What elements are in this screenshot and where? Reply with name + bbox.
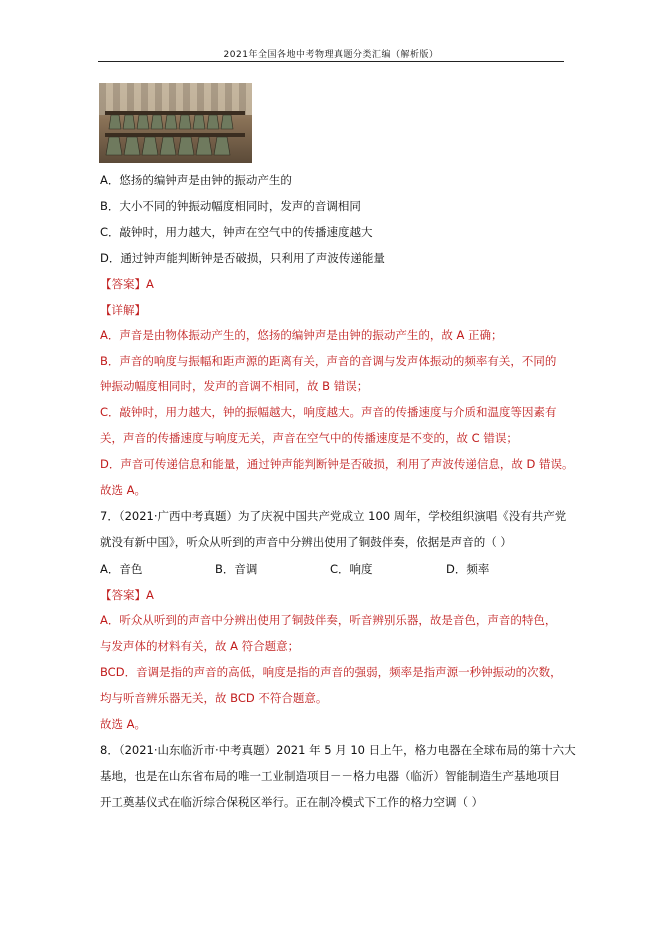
q6-analysis-line: 钟振动幅度相同时，发声的音调不相同，故 B 错误； [100,379,369,393]
q7-option-a: A．音色 [100,562,143,576]
q6-analysis-line: 关，声音的传播速度与响度无关，声音在空气中的传播速度是不变的，故 C 错误； [100,431,518,445]
q7-conclusion: 故选 A。 [100,717,147,731]
q6-analysis-line: B．声音的响度与振幅和距声源的距离有关，声音的音调与发声体振动的频率有关，不同的 [100,354,557,368]
page-header-title: 2021年全国各地中考物理真题分类汇编（解析版） [223,50,439,60]
q7-analysis-line: A．听众从听到的声音中分辨出使用了铜鼓伴奏，听音辨别乐器，故是音色，声音的特色， [100,613,557,627]
q6-analysis-line: C．敲钟时，用力越大，钟的振幅越大，响度越大。声音的传播速度与介质和温度等因素有 [100,405,557,419]
q6-option-a: A．悠扬的编钟声是由钟的振动产生的 [100,173,292,187]
q6-analysis-line: A．声音是由物体振动产生的，悠扬的编钟声是由钟的振动产生的，故 A 正确； [100,328,503,342]
q6-conclusion: 故选 A。 [100,483,147,497]
q7-option-c: C．响度 [330,562,373,576]
q6-answer: 【答案】A [100,277,154,291]
q6-option-b: B．大小不同的钟振动幅度相同时，发声的音调相同 [100,199,361,213]
q7-answer: 【答案】A [100,588,154,602]
q8-stem-line: 开工奠基仪式在临沂综合保税区举行。正在制冷模式下工作的格力空调（ ） [100,795,484,809]
q6-option-d: D．通过钟声能判断钟是否破损，只利用了声波传递能量 [100,251,385,265]
bianzhong-photo [99,83,252,163]
q7-stem-line: 7．（2021·广西中考真题）为了庆祝中国共产党成立 100 周年，学校组织演唱《没有共产党 [100,509,567,523]
q6-option-c: C．敲钟时，用力越大，钟声在空气中的传播速度越大 [100,225,373,239]
q8-stem-line: 8．（2021·山东临沂市·中考真题）2021 年 5 月 10 日上午，格力电器在全球布局的第十六大 [100,743,576,757]
q7-option-d: D．频率 [446,562,490,576]
q7-stem-line: 就没有新中国》，听众从听到的声音中分辨出使用了铜鼓伴奏，依据是声音的（ ） [100,535,512,549]
q7-analysis-line: 均与听音辨乐器无关，故 BCD 不符合题意。 [100,691,328,705]
q7-option-b: B．音调 [215,562,258,576]
header-divider [98,61,564,62]
q6-analysis-line: D．声音可传递信息和能量，通过钟声能判断钟是否破损，利用了声波传递信息，故 D 错误。 [100,457,574,471]
q8-stem-line: 基地，也是在山东省布局的唯一工业制造项目－－格力电器（临沂）智能制造生产基地项目 [100,769,560,783]
q7-analysis-line: 与发声体的材料有关，故 A 符合题意； [100,639,300,653]
q7-analysis-line: BCD．音调是指的声音的高低，响度是指的声音的强弱，频率是指声源一秒钟振动的次数， [100,665,562,679]
q6-detail-label: 【详解】 [100,303,146,317]
